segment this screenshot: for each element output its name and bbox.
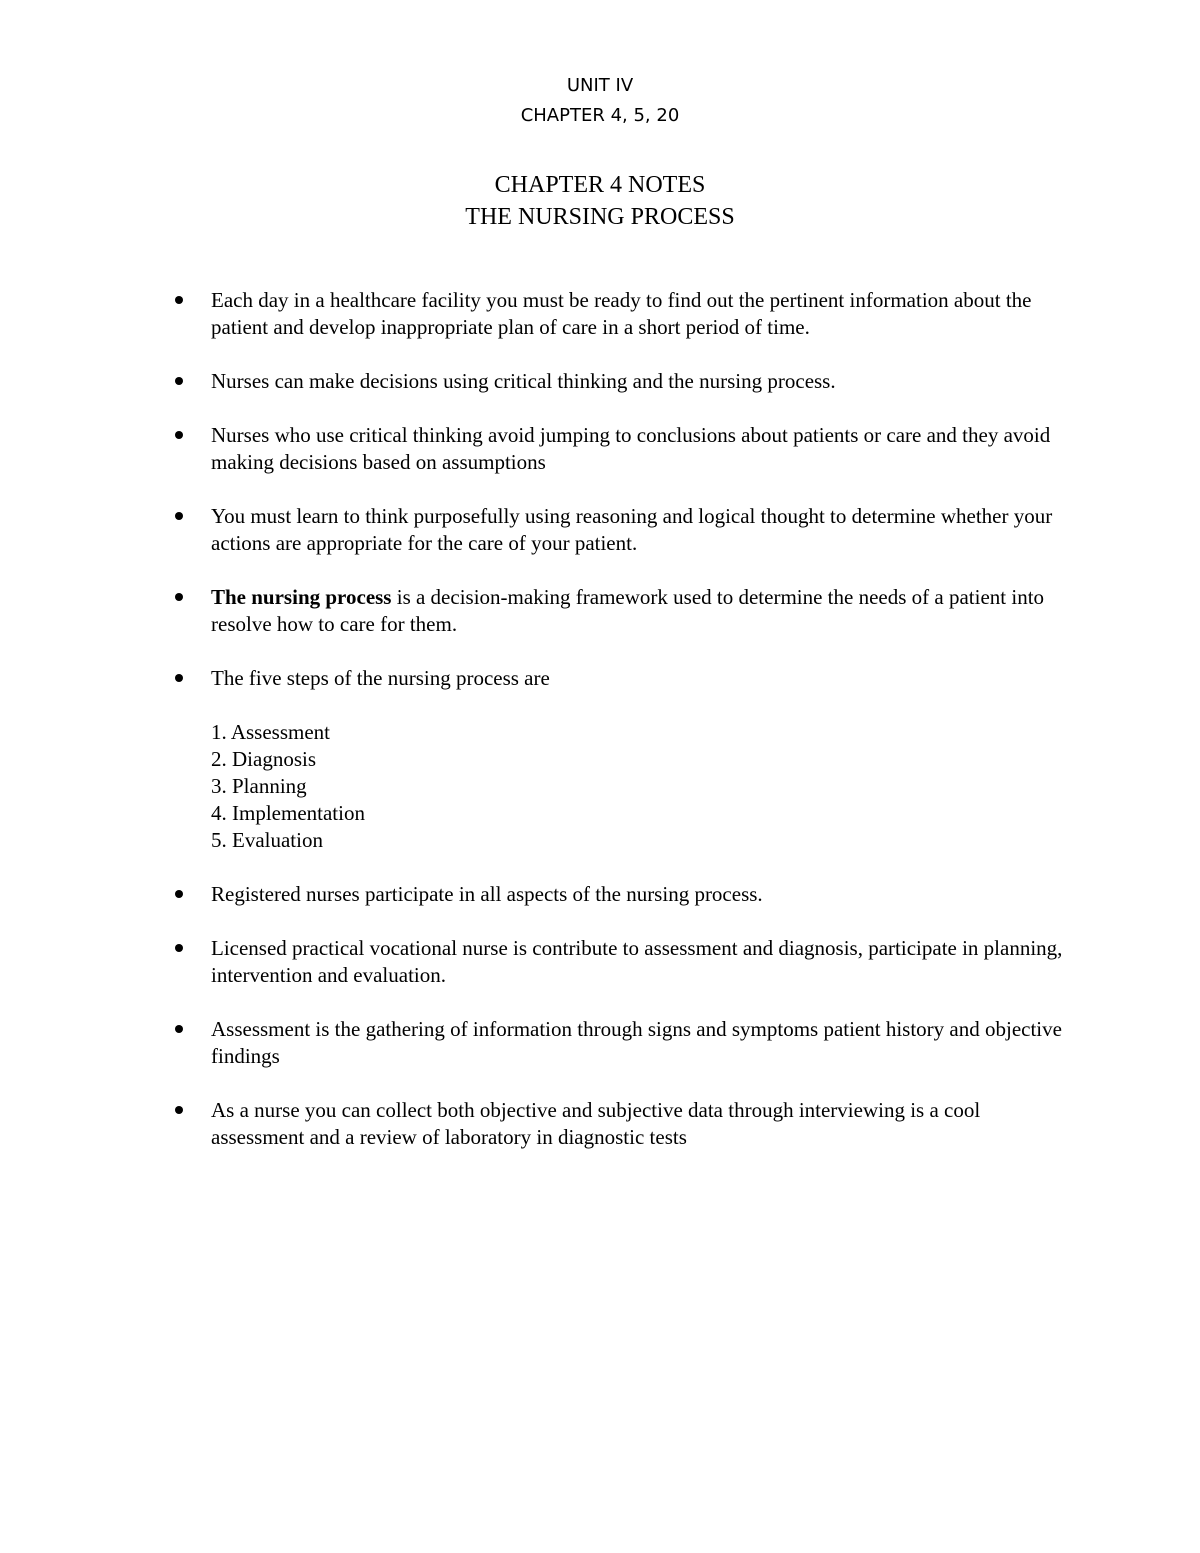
bullet-text: Nurses can make decisions using critical thinking and the nursing process. [211,369,836,393]
bullet-icon [175,296,183,304]
bullet-item [0,1097,1200,1151]
bullet-text: You must learn to think purposefully using reasoning and logical thought to determine whether your actions are appropriate for the care of your patient. [211,504,1053,555]
bullet-text: Each day in a healthcare facility you must be ready to find out the pertinent information about the patient and develop inappropriate plan of care in a short period of time. [211,288,1032,339]
bullet-item [0,881,1200,908]
bullet-item [0,665,1200,854]
bullet-text: Licensed practical vocational nurse is contribute to assessment and diagnosis, participate in planning, intervention and evaluation. [211,936,1063,987]
unit-title: UNIT IV [566,75,634,96]
bullet-item [0,1016,1200,1070]
bullet-item [0,503,1200,557]
bullet-icon [175,377,183,385]
bullet-item [0,287,1200,341]
bullet-icon [175,431,183,439]
chapter-subtitle: THE NURSING PROCESS [465,204,735,230]
unit-chapters: CHAPTER 4, 5, 20 [520,105,680,126]
bullet-text: Assessment is the gathering of information through signs and symptoms patient history and objective findings [211,1017,1062,1068]
bullet-icon [175,512,183,520]
bullet-text: The five steps of the nursing process are [211,666,550,690]
step-item: 4. Implementation [211,801,365,825]
bullet-text: Nurses who use critical thinking avoid jumping to conclusions about patients or care and they avoid making decisions based on assumptions [211,423,1051,474]
steps-list [211,719,1070,854]
bullet-icon [175,944,183,952]
bullet-item [0,422,1200,476]
bullet-text: As a nurse you can collect both objective and subjective data through interviewing is a cool assessment and a review of laboratory in diagnostic tests [211,1098,981,1149]
step-item: 5. Evaluation [211,828,323,852]
step-item: 3. Planning [211,774,307,798]
bullet-item [0,935,1200,989]
bullet-icon [175,593,183,601]
bullet-text: Registered nurses participate in all aspects of the nursing process. [211,882,763,906]
bullet-icon [175,1106,183,1114]
chapter-title: CHAPTER 4 NOTES [494,172,706,198]
bullet-icon [175,674,183,682]
bullet-text-rest: is a decision-making framework used to determine the needs of a patient into resolve how to care for them. [211,585,1045,636]
bullet-text [211,585,1044,636]
bullet-item [0,368,1200,395]
bold-term: The nursing process [211,585,392,609]
notes-bullet-list [0,287,1200,1178]
step-item: 1. Assessment [211,720,331,744]
bullet-item [0,584,1200,638]
bullet-icon [175,890,183,898]
step-item: 2. Diagnosis [211,747,316,771]
bullet-icon [175,1025,183,1033]
